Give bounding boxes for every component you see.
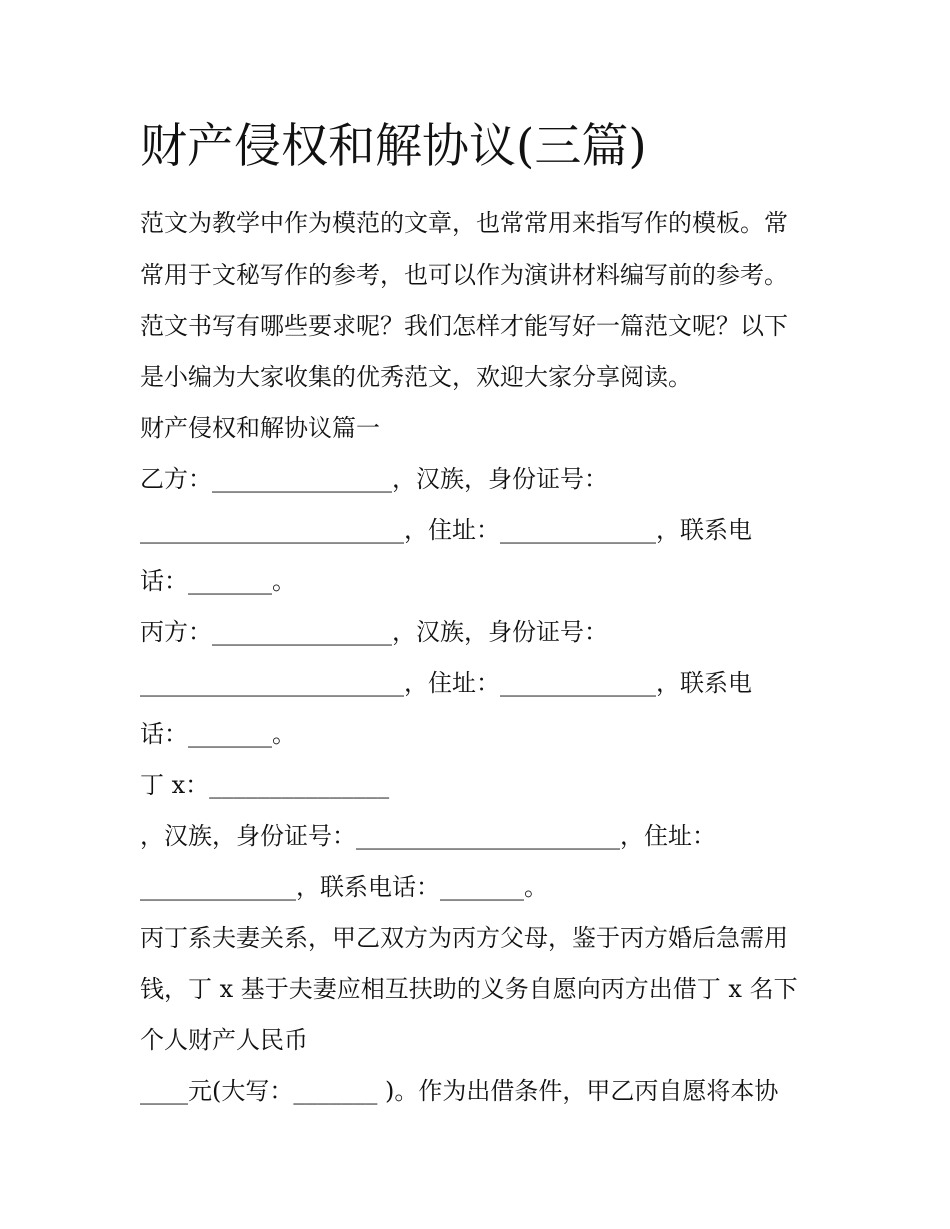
party-d-line-1: 丁 x：_______________ xyxy=(140,771,390,799)
body-line-2: 钱，丁 x 基于夫妻应相互扶助的义务自愿向丙方出借丁 x 名下 xyxy=(140,975,798,1003)
body-line-1: 丙丁系夫妻关系，甲乙双方为丙方父母，鉴于丙方婚后急需用 xyxy=(140,924,788,952)
party-c-line-3: 话：_______。 xyxy=(140,720,296,748)
document-title: 财产侵权和解协议(三篇) xyxy=(140,119,647,174)
party-b-line-1: 乙方：_______________，汉族，身份证号： xyxy=(140,465,608,493)
party-d-line-3: _____________，联系电话：_______。 xyxy=(140,873,548,901)
party-d-line-2: ，汉族，身份证号：______________________，住址： xyxy=(140,822,716,850)
party-c-line-2: ______________________，住址：_____________，联系电 xyxy=(140,669,752,697)
intro-line-3: 范文书写有哪些要求呢？我们怎样才能写好一篇范文呢？以下 xyxy=(140,312,788,340)
body-line-4: ____元(大写：_______ )。作为出借条件，甲乙丙自愿将本协 xyxy=(140,1077,779,1105)
party-c-line-1: 丙方：_______________，汉族，身份证号： xyxy=(140,618,608,646)
intro-line-2: 常用于文秘写作的参考，也可以作为演讲材料编写前的参考。 xyxy=(140,261,788,289)
section-heading: 财产侵权和解协议篇一 xyxy=(140,414,380,442)
party-b-line-2: ______________________，住址：_____________，联系电 xyxy=(140,516,752,544)
intro-line-1: 范文为教学中作为模范的文章，也常常用来指写作的模板。常 xyxy=(140,209,788,237)
party-b-line-3: 话：_______。 xyxy=(140,567,296,595)
body-line-3: 个人财产人民币 xyxy=(140,1026,308,1054)
intro-line-4: 是小编为大家收集的优秀范文，欢迎大家分享阅读。 xyxy=(140,363,692,391)
